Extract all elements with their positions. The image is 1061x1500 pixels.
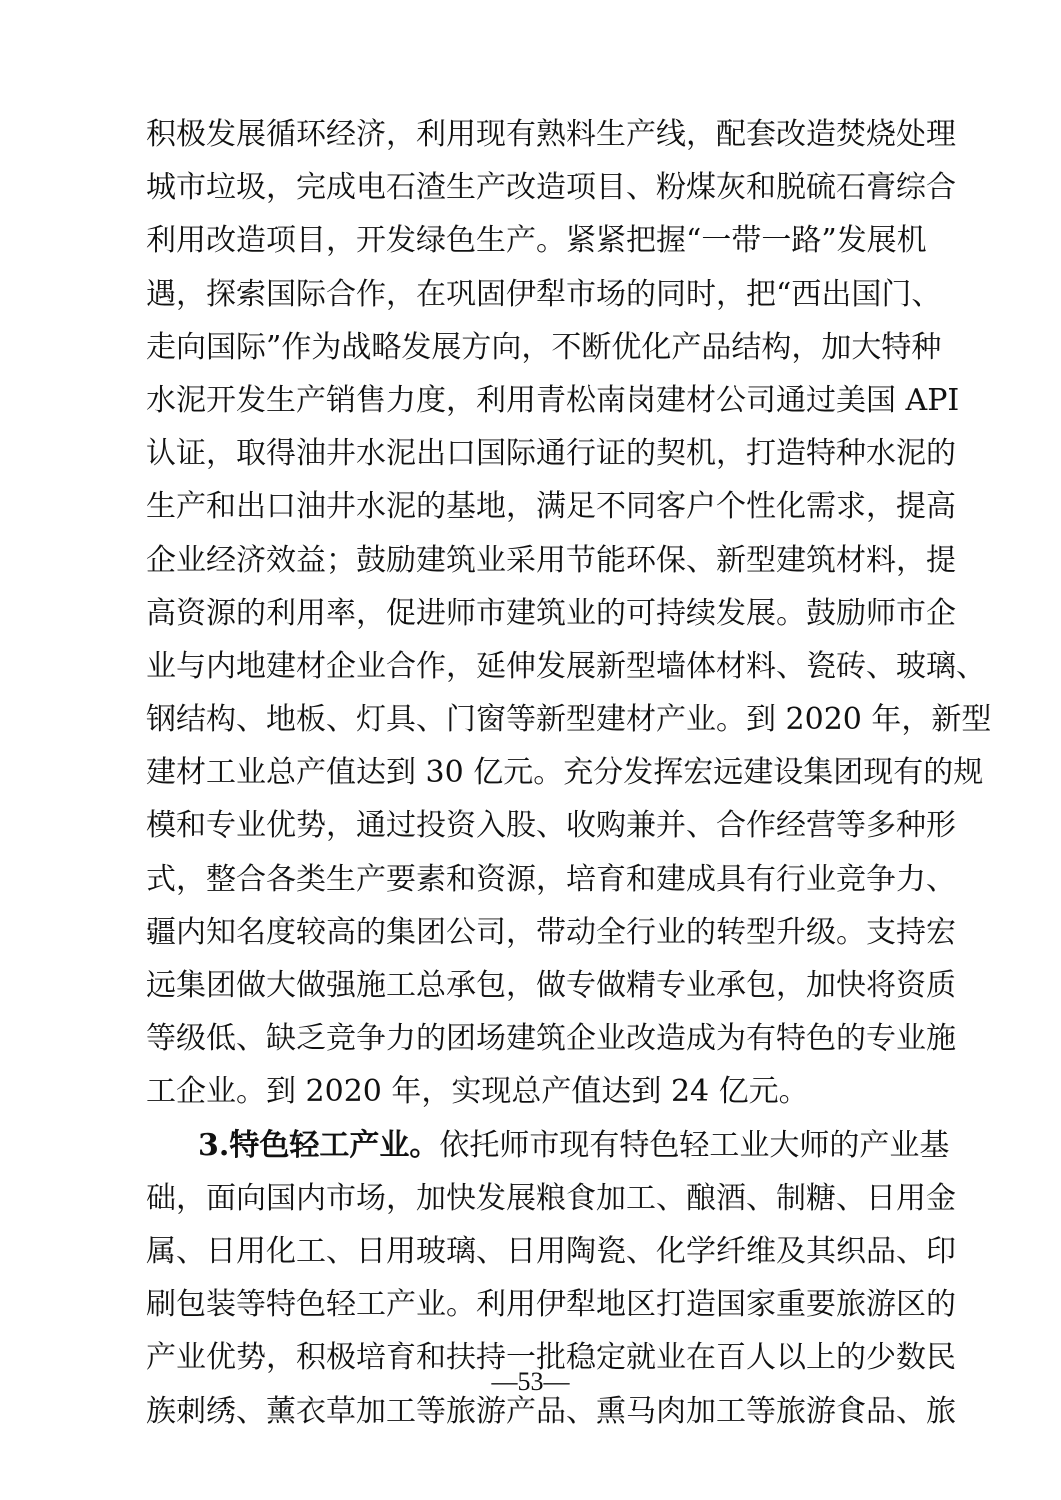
text-line: 水泥开发生产销售力度，利用青松南岗建材公司通过美国 API bbox=[146, 382, 960, 418]
text-line: 建材工业总产值达到 30 亿元。充分发挥宏远建设集团现有的规 bbox=[146, 755, 984, 791]
section-3-heading: 3.特色轻工产业。 bbox=[198, 1127, 440, 1163]
text-line: 遇，探索国际合作，在巩固伊犁市场的同时，把“西出国门、 bbox=[146, 276, 942, 312]
text-line: 产业优势，积极培育和扶持一批稳定就业在百人以上的少数民 bbox=[146, 1340, 956, 1376]
body-text bbox=[146, 108, 992, 1438]
section-3-first-line bbox=[146, 1119, 950, 1172]
text-line: 生产和出口油井水泥的基地，满足不同客户个性化需求，提高 bbox=[146, 489, 956, 525]
text-line: 族刺绣、薰衣草加工等旅游产品、熏马肉加工等旅游食品、旅 bbox=[146, 1393, 956, 1429]
text-line: 认证，取得油井水泥出口国际通行证的契机，打造特种水泥的 bbox=[146, 436, 956, 472]
text-line: 刷包装等特色轻工产业。利用伊犁地区打造国家重要旅游区的 bbox=[146, 1287, 956, 1323]
text-line: 企业经济效益；鼓励建筑业采用节能环保、新型建筑材料，提 bbox=[146, 542, 956, 578]
text-line: 属、日用化工、日用玻璃、日用陶瓷、化学纤维及其织品、印 bbox=[146, 1233, 956, 1269]
text-line: 积极发展循环经济，利用现有熟料生产线，配套改造焚烧处理 bbox=[146, 117, 956, 152]
text-line: 等级低、缺乏竞争力的团场建筑企业改造成为有特色的专业施 bbox=[146, 1021, 956, 1057]
text-line: 式，整合各类生产要素和资源，培育和建成具有行业竞争力、 bbox=[146, 861, 956, 897]
text-line: 疆内知名度较高的集团公司，带动全行业的转型升级。支持宏 bbox=[146, 914, 956, 950]
text-line: 业与内地建材企业合作，延伸发展新型墙体材料、瓷砖、玻璃、 bbox=[146, 648, 986, 684]
text-line: 远集团做大做强施工总承包，做专做精专业承包，加快将资质 bbox=[146, 968, 956, 1003]
paragraph-end-line: 工企业。到 2020 年，实现总产值达到 24 亿元。 bbox=[146, 1074, 809, 1110]
text-line: 高资源的利用率，促进师市建筑业的可持续发展。鼓励师市企 bbox=[146, 595, 956, 631]
page-number: —53— bbox=[491, 1367, 570, 1396]
text-line: 利用改造项目，开发绿色生产。紧紧把握“一带一路”发展机 bbox=[146, 223, 927, 259]
text-line: 城市垃圾，完成电石渣生产改造项目、粉煤灰和脱硫石膏综合 bbox=[146, 170, 956, 206]
text-line: 础，面向国内市场，加快发展粮食加工、酿酒、制糖、日用金 bbox=[146, 1180, 956, 1216]
text-line: 模和专业优势，通过投资入股、收购兼并、合作经营等多种形 bbox=[146, 808, 956, 844]
text-line: 钢结构、地板、灯具、门窗等新型建材产业。到 2020 年，新型 bbox=[146, 702, 992, 738]
text-line: 走向国际”作为战略发展方向，不断优化产品结构，加大特种 bbox=[146, 329, 942, 365]
section-3-first-line-text: 依托师市现有特色轻工业大师的产业基 bbox=[439, 1127, 950, 1163]
